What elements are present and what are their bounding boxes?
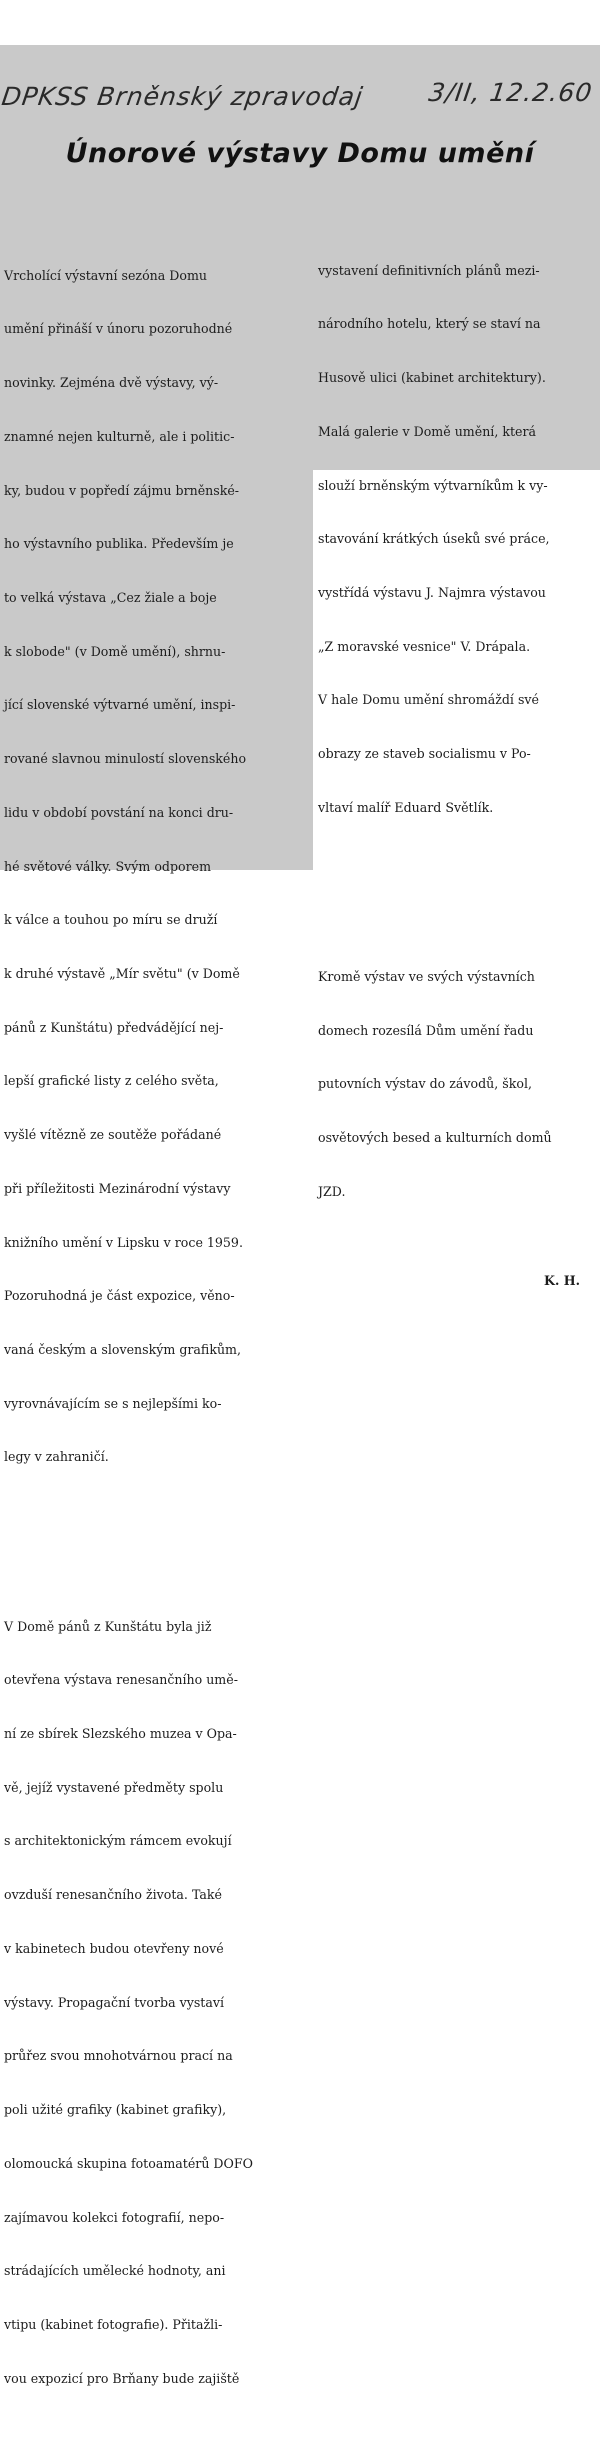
author-signature: K. H. [544,1273,580,1289]
text-line: obrazy ze staveb socialismu v Po- [318,746,531,762]
article-left-column [4,195,310,2441]
text-line: pánů z Kunštátu) předvádějící nej- [4,1019,224,1035]
text-line: novinky. Zejména dvě výstavy, vý- [4,375,219,391]
text-line: hé světové války. Svým odporem [4,858,212,874]
text-line: zajímavou kolekci fotografií, nepo- [4,2209,225,2225]
text-line: Kromě výstav ve svých výstavních [318,968,535,984]
text-line: s architektonickým rámcem evokují [4,1833,232,1849]
text-line: otevřena výstava renesančního umě- [4,1672,238,1688]
text-line: stavování krátkých úseků své práce, [318,531,550,547]
handwritten-note-source: DPKSS Brněnský zpravodaj [0,82,366,111]
text-line: výstavy. Propagační tvorba vystaví [4,1994,224,2010]
handwritten-note [2,78,598,128]
text-line: legy v zahraničí. [4,1449,109,1465]
text-line: vystavení definitivních plánů mezi- [318,262,540,278]
text-line: JZD. [318,1183,346,1199]
text-line: ky, budou v popředí zájmu brněnské- [4,482,240,498]
right-paragraph-2 [318,932,598,1236]
text-line: znamné nejen kulturně, ale i politic- [4,428,235,444]
text-line: knižního umění v Lipsku v roce 1959. [4,1234,243,1250]
text-line: Vrcholící výstavní sezóna Domu [4,267,208,283]
text-line: to velká výstava „Cez žiale a boje [4,589,217,605]
text-line: k válce a touhou po míru se druží [4,912,218,928]
right-paragraph-1 [318,226,598,853]
text-line: umění přináší v únoru pozoruhodné [4,321,233,337]
text-line: V hale Domu umění shromáždí své [318,692,539,708]
article-headline: Únorové výstavy Domu umění [65,138,535,169]
text-line: „Z moravské vesnice" V. Drápala. [318,638,531,654]
text-line: vystřídá výstavu J. Najmra výstavou [318,584,546,600]
text-line: vltaví malíř Eduard Světlík. [318,799,494,815]
text-line: rované slavnou minulostí slovenského [4,751,247,767]
text-line: Husově ulici (kabinet architektury). [318,370,546,386]
text-line: jící slovenské výtvarné umění, inspi- [4,697,236,713]
text-line: lepší grafické listy z celého světa, [4,1073,219,1089]
text-line: národního hotelu, který se staví na [318,316,541,332]
text-line: osvětových besed a kulturních domů [318,1130,552,1146]
text-line: k druhé výstavě „Mír světu" (v Domě [4,965,240,981]
text-line: olomoucká skupina fotoamatérů DOFO [4,2155,253,2171]
text-line: vtipu (kabinet fotografie). Přitažli- [4,2316,223,2332]
text-line: domech rozesílá Dům umění řadu [318,1022,534,1038]
text-line: Malá galerie v Domě umění, která [318,423,537,439]
article-right-column [318,190,598,1308]
text-line: vě, jejíž vystavené předměty spolu [4,1779,224,1795]
text-line: průřez svou mnohotvárnou prací na [4,2048,233,2064]
text-line: putovních výstav do závodů, škol, [318,1076,532,1092]
text-line: k slobode" (v Domě umění), shrnu- [4,643,226,659]
text-line: při příležitosti Mezinárodní výstavy [4,1180,231,1196]
text-line: v kabinetech budou otevřeny nové [4,1940,224,1956]
text-line: vaná českým a slovenským grafikům, [4,1342,241,1357]
handwritten-note-date: 3/II, 12.2.60 [426,78,595,107]
text-line: strádajících umělecké hodnoty, ani [4,2263,226,2279]
text-line: vou expozicí pro Brňany bude zajiště [4,2370,240,2386]
text-line: ho výstavního publika. Především je [4,536,234,552]
text-line: slouží brněnským výtvarníkům k vy- [318,477,548,493]
text-line: poli užité grafiky (kabinet grafiky), [4,2102,227,2118]
text-line: ní ze sbírek Slezského muzea v Opa- [4,1726,237,1742]
text-line: V Domě pánů z Kunštátu byla již [4,1618,212,1634]
text-line: ovzduší renesančního života. Také [4,1887,222,1903]
text-line: Pozoruhodná je část expozice, věno- [4,1288,235,1304]
left-paragraph-1 [4,231,310,1502]
text-line: vyšlé vítězně ze soutěže pořádané [4,1127,222,1143]
text-line: lidu v období povstání na konci dru- [4,804,234,820]
left-paragraph-2 [4,1582,310,2424]
text-line: vyrovnávajícím se s nejlepšími ko- [4,1395,222,1411]
